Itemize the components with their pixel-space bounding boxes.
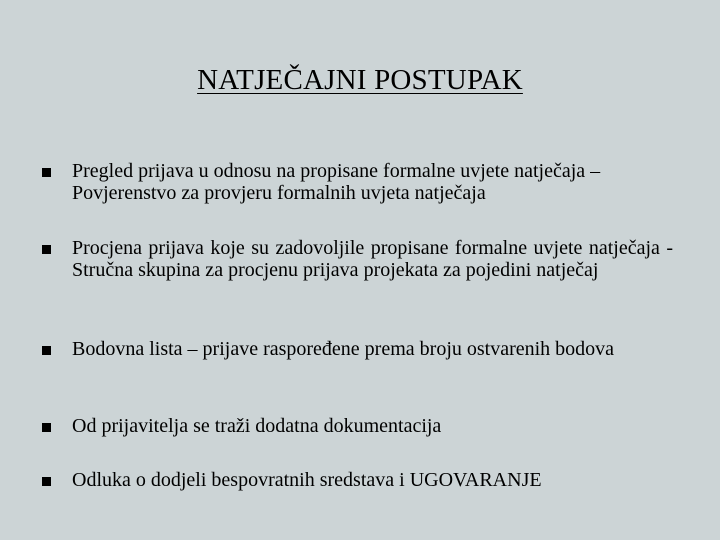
bullet-text: Od prijavitelja se traži dodatna dokumentacija — [72, 415, 442, 437]
square-bullet-icon — [42, 346, 51, 355]
bullet-text: Procjena prijava koje su zadovoljile propisane formalne uvjete natječaja - Stručna skupina za procjenu prijava projekata za pojedini natječaj — [72, 237, 673, 281]
bullet-text: Pregled prijava u odnosu na propisane formalne uvjete natječaja – Povjerenstvo za provjeru formalnih uvjeta natječaja — [72, 160, 601, 204]
bullet-text: Odluka o dodjeli bespovratnih sredstava i UGOVARANJE — [72, 469, 542, 491]
slide-title: NATJEČAJNI POSTUPAK — [197, 64, 523, 96]
square-bullet-icon — [42, 477, 51, 486]
square-bullet-icon — [42, 168, 51, 177]
bullet-text: Bodovna lista – prijave raspoređene prema broju ostvarenih bodova — [72, 338, 615, 360]
square-bullet-icon — [42, 423, 51, 432]
square-bullet-icon — [42, 245, 51, 254]
